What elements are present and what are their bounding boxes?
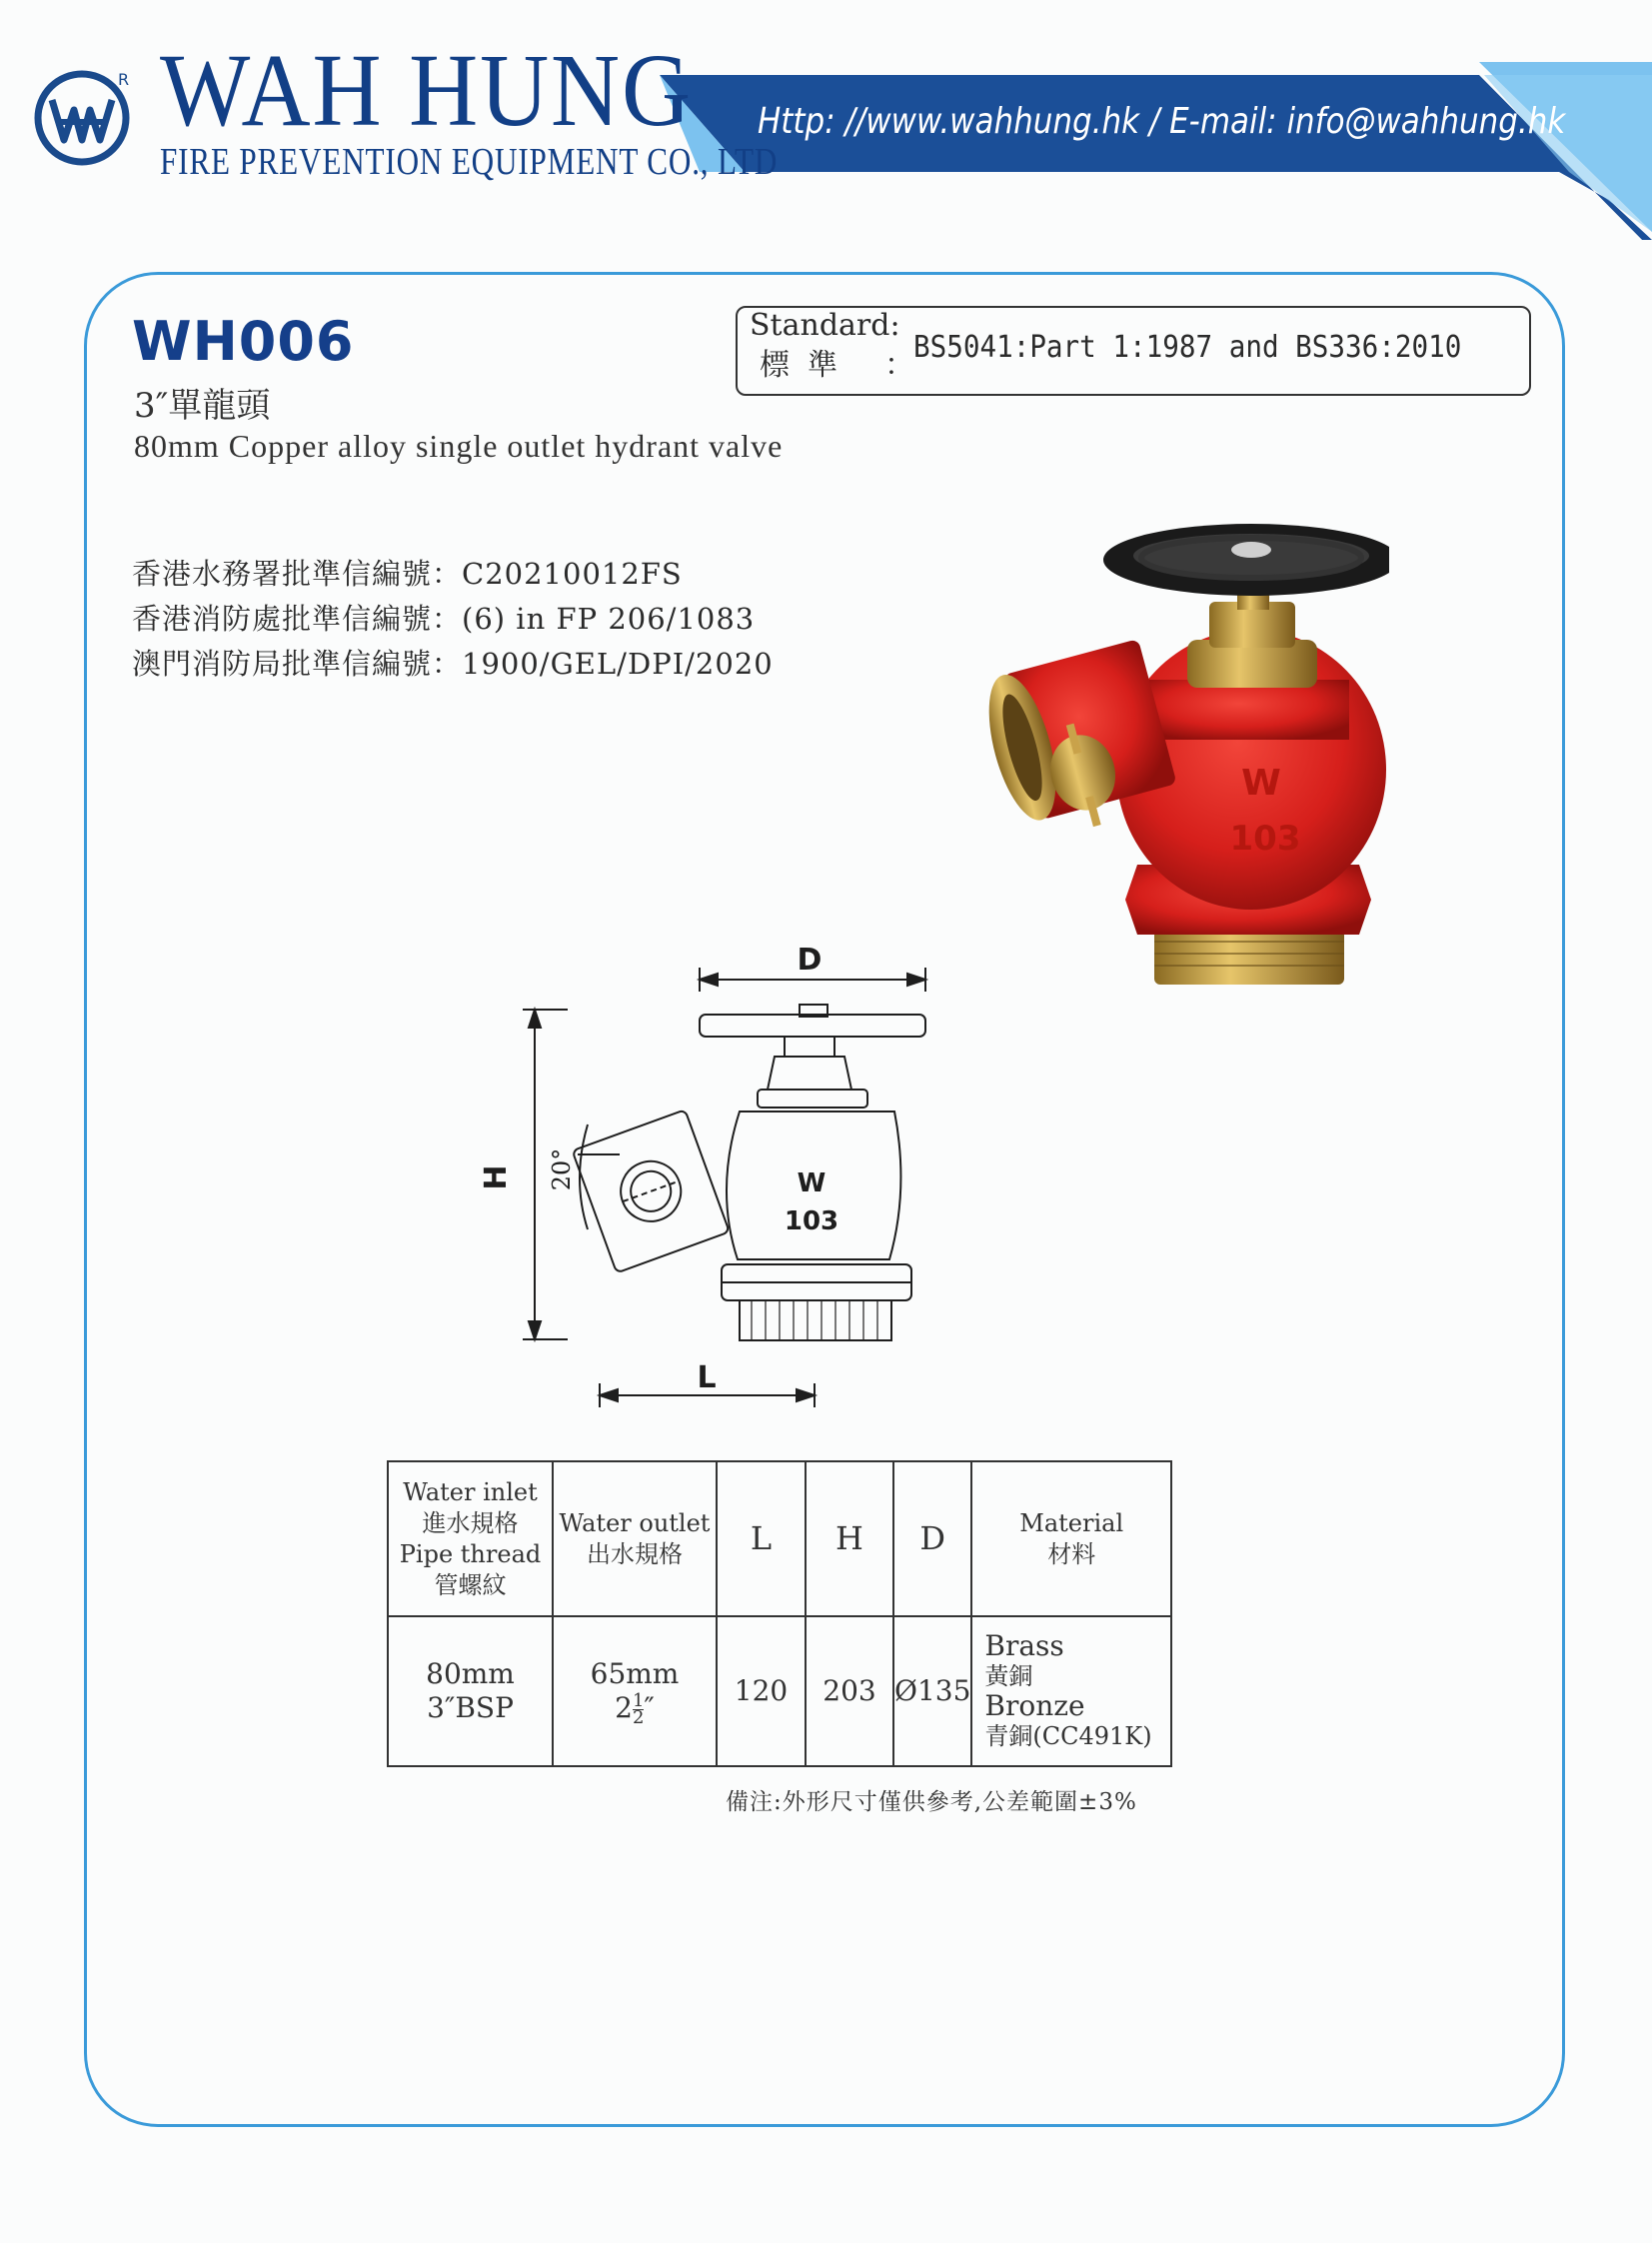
product-name-cn: 3″單龍頭 <box>134 386 271 426</box>
approval-macau: 澳門消防局批準信編號：1900/GEL/DPI/2020 <box>132 647 774 681</box>
standard-value: BS5041:Part 1:1987 and BS336:2010 <box>913 330 1462 365</box>
dim-l-label: L <box>697 1360 717 1395</box>
header-d: D <box>893 1461 971 1616</box>
company-subtitle: FIRE PREVENTION EQUIPMENT CO., LTD <box>160 141 779 183</box>
svg-text:W: W <box>797 1168 826 1198</box>
product-photo <box>959 520 1389 990</box>
body-mark: 103 <box>784 1206 839 1236</box>
company-name: WAH HUNG <box>160 33 693 148</box>
model-number: WH006 <box>132 310 355 373</box>
remark-note: 備注:外形尺寸僅供參考,公差範圍±3% <box>726 1789 1137 1815</box>
cell-l: 120 <box>717 1616 806 1766</box>
table-row <box>388 1616 1171 1766</box>
standard-label-cn: 標準 <box>760 348 855 383</box>
spec-table <box>387 1460 1172 1765</box>
header-l: L <box>717 1461 806 1616</box>
angle-label: 20° <box>548 1147 576 1191</box>
dim-d-label: D <box>797 943 823 978</box>
header-outlet: Water outlet 出水規格 <box>553 1461 717 1616</box>
dim-h-label: H <box>479 1164 514 1190</box>
contact-info: Http: //www.wahhung.hk / E-mail: info@wahhung.hk <box>758 101 1566 142</box>
svg-text:103: 103 <box>1229 819 1301 859</box>
header-material: Material 材料 <box>971 1461 1171 1616</box>
registered-mark: R <box>118 70 130 89</box>
cell-d: Ø135 <box>893 1616 971 1766</box>
company-logo <box>34 70 130 166</box>
cell-h: 203 <box>806 1616 893 1766</box>
cell-outlet: 65mm 2 $\frac{1}{2}$ ″ <box>553 1616 717 1766</box>
dimension-drawing <box>470 930 949 1409</box>
product-name-en: 80mm Copper alloy single outlet hydrant valve <box>134 428 784 464</box>
svg-text:W: W <box>1241 763 1281 804</box>
approval-fsd: 香港消防處批準信編號：(6) in FP 206/1083 <box>132 602 756 636</box>
standard-label-en: Standard: <box>750 308 900 343</box>
cell-inlet: 80mm 3″BSP <box>388 1616 553 1766</box>
approval-wsd: 香港水務署批準信編號：C20210012FS <box>132 557 683 591</box>
cell-material: Brass 黃銅 Bronze 青銅(CC491K) <box>971 1616 1171 1766</box>
standard-colon: ： <box>884 348 914 383</box>
header-inlet: Water inlet 進水規格 Pipe thread 管螺紋 <box>388 1461 553 1616</box>
header-h: H <box>806 1461 893 1616</box>
